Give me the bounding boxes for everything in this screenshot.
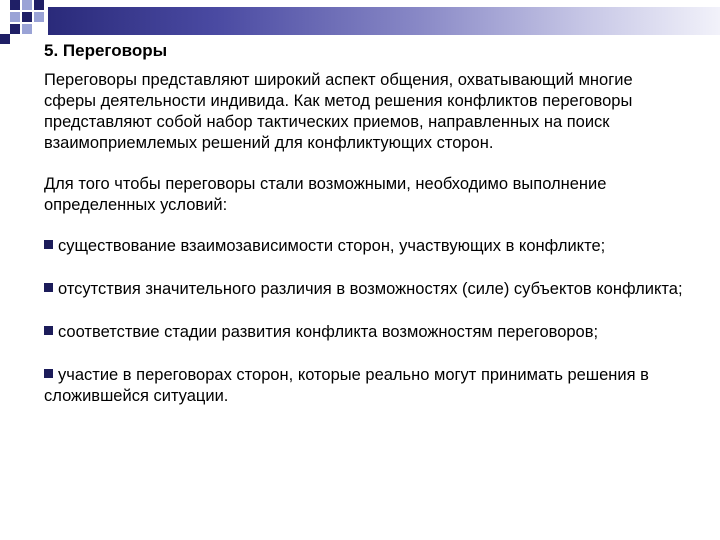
bullet-text: участие в переговорах сторон, которые реально могут принимать решения в сложившейся ситуации. bbox=[44, 366, 649, 405]
bullet-text: отсутствия значительного различия в возможностях (силе) субъектов конфликта; bbox=[58, 280, 683, 298]
bullet-item bbox=[44, 365, 684, 407]
bullet-item bbox=[44, 236, 684, 257]
decor-square bbox=[0, 34, 10, 44]
header-decoration bbox=[0, 0, 720, 44]
decor-square bbox=[34, 0, 44, 10]
slide-content bbox=[44, 40, 684, 429]
bullet-item bbox=[44, 322, 684, 343]
decor-square bbox=[10, 0, 20, 10]
bullet-text: соответствие стадии развития конфликта возможностям переговоров; bbox=[58, 323, 599, 341]
conditions-paragraph: Для того чтобы переговоры стали возможными, необходимо выполнение определенных условий: bbox=[44, 175, 607, 214]
bullet-square-icon bbox=[44, 369, 53, 378]
decor-square bbox=[22, 0, 32, 10]
bullet-square-icon bbox=[44, 283, 53, 292]
decor-square bbox=[10, 12, 20, 22]
decor-square bbox=[22, 12, 32, 22]
bullet-square-icon bbox=[44, 326, 53, 335]
intro-paragraph: Переговоры представляют широкий аспект общения, охватывающий многие сферы деятельности индивида. Как метод решения конфликтов переговоры представляют собой набор тактических приемов, направленных на поиск взаимоприемлемых решений для конфликтующих сторон. bbox=[44, 71, 633, 152]
slide-title: 5. Переговоры bbox=[44, 41, 168, 60]
decor-square bbox=[22, 24, 32, 34]
header-gradient-bar bbox=[48, 7, 720, 35]
decor-square bbox=[34, 12, 44, 22]
bullet-text: существование взаимозависимости сторон, участвующих в конфликте; bbox=[58, 237, 606, 255]
bullet-item bbox=[44, 279, 684, 300]
bullet-square-icon bbox=[44, 240, 53, 249]
decor-square bbox=[10, 24, 20, 34]
